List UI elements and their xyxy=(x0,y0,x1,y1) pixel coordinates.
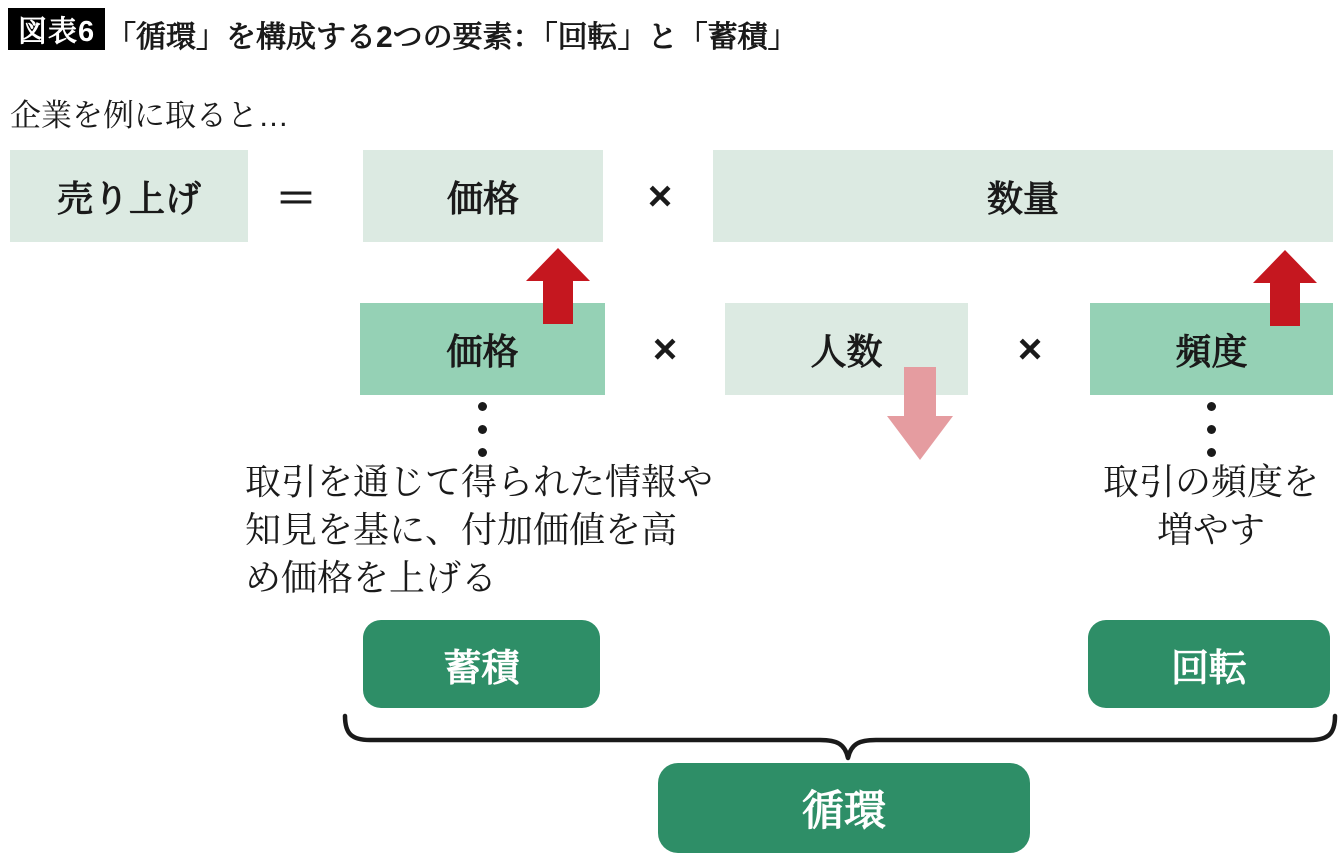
people-box: 人数 xyxy=(725,303,968,395)
annotation-line: め価格を上げる xyxy=(245,557,498,598)
annotation-line: 知見を基に、付加価値を高 xyxy=(245,509,678,550)
rotation-label: 回転 xyxy=(1088,620,1330,708)
annotation-line: 増やす xyxy=(1156,509,1265,550)
frequency-box: 頻度 xyxy=(1090,303,1333,395)
price-box-top: 価格 xyxy=(363,150,603,242)
curly-brace-icon xyxy=(340,712,1340,762)
annotation-line: 取引を通じて得られた情報や xyxy=(245,461,714,502)
price-annotation xyxy=(245,458,775,602)
people-down-arrow-icon xyxy=(887,367,953,460)
frequency-dots-icon xyxy=(1207,402,1216,457)
price-up-arrow-icon xyxy=(526,248,590,324)
figure-badge: 図表6 xyxy=(8,8,105,50)
price-box-bottom: 価格 xyxy=(360,303,605,395)
multiply-sign-3: × xyxy=(1017,325,1043,372)
circulation-label: 循環 xyxy=(658,763,1030,853)
equals-sign: ＝ xyxy=(274,175,317,222)
quantity-box: 数量 xyxy=(713,150,1333,242)
annotation-line: 取引の頻度を xyxy=(1102,461,1319,502)
multiply-sign-1: × xyxy=(647,172,673,219)
price-dots-icon xyxy=(478,402,487,457)
figure-subtitle: 企業を例に取ると… xyxy=(10,98,289,133)
accumulation-label: 蓄積 xyxy=(363,620,600,708)
sales-box: 売り上げ xyxy=(10,150,248,242)
multiply-sign-2: × xyxy=(652,325,678,372)
frequency-annotation xyxy=(1051,458,1340,554)
quantity-up-arrow-icon xyxy=(1253,250,1317,326)
figure-title: 「循環」を構成する2つの要素：「回転」と「蓄積」 xyxy=(106,21,798,54)
